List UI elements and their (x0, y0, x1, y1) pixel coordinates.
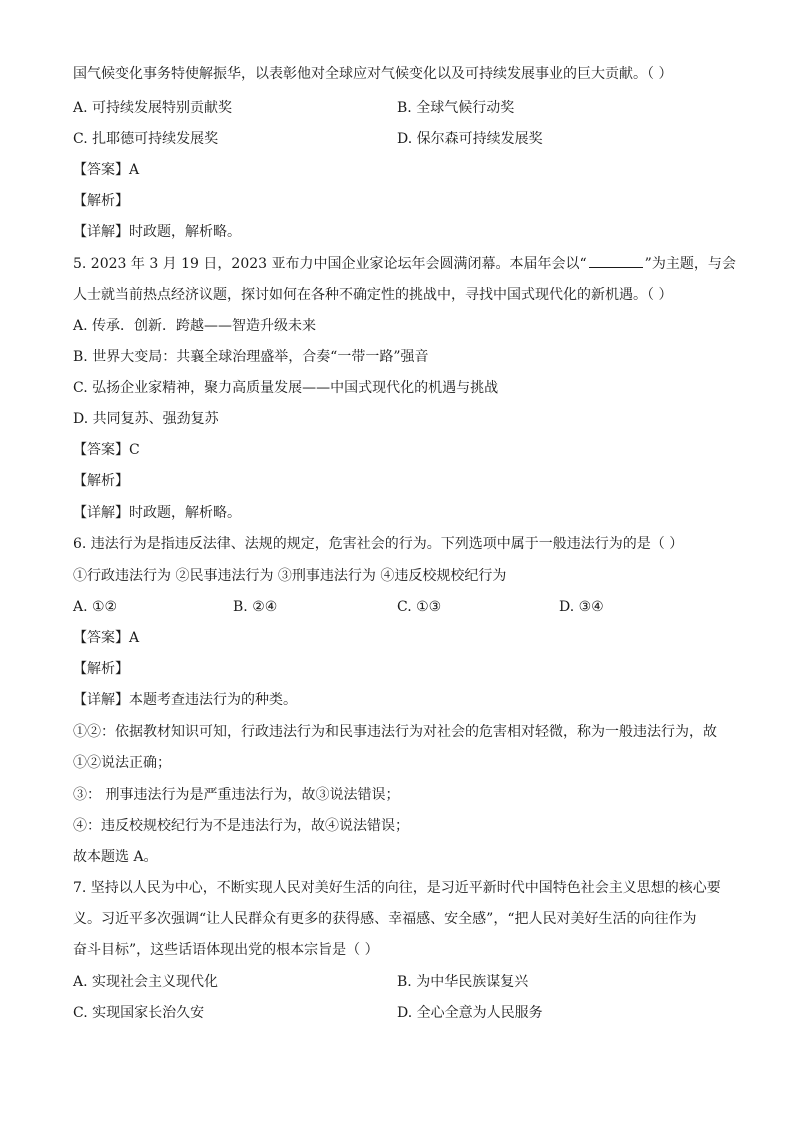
q6-option-d: D. ③④ (559, 599, 604, 615)
q6-stem: 6. 违法行为是指违反法律、法规的规定，危害社会的行为。下列选项中属于一般违法行为的是（ ） (73, 536, 684, 552)
q7-option-c: C. 实现国家长治久安 (73, 1005, 205, 1021)
q6-explanation-3: ④：违反校规校纪行为不是违法行为，故④说法错误； (73, 818, 409, 834)
q6-explanation-1b: ①②说法正确； (73, 755, 171, 771)
q6-items: ①行政违法行为 ②民事违法行为 ③刑事违法行为 ④违反校规校纪行为 (73, 568, 507, 584)
q7-stem-line2: 义。习近平多次强调“让人民群众有更多的获得感、幸福感、安全感”，“把人民对美好生活的向往作为 (73, 911, 697, 927)
q5-option-c: C. 弘扬企业家精神，聚力高质量发展——中国式现代化的机遇与挑战 (73, 380, 499, 396)
q6-option-c: C. ①③ (397, 599, 442, 615)
q7-stem-line3: 奋斗目标”，这些话语体现出党的根本宗旨是（ ） (73, 942, 379, 958)
q6-explanation-2: ③： 刑事违法行为是严重违法行为，故③说法错误； (73, 787, 400, 803)
q4-analysis: 【解析】 (73, 193, 129, 209)
q5-stem-line1 (73, 254, 736, 274)
q5-stem-part-b: ”为主题，与会 (644, 256, 736, 272)
q5-option-a: A. 传承．创新．跨越——智造升级未来 (73, 318, 317, 334)
q6-answer: 【答案】A (73, 630, 140, 646)
q5-answer: 【答案】C (73, 442, 140, 458)
q5-option-b: B. 世界大变局：共襄全球治理盛举，合奏“一带一路”强音 (73, 349, 429, 365)
q4-option-d: D. 保尔森可持续发展奖 (397, 131, 543, 147)
q4-answer: 【答案】A (73, 162, 140, 178)
q5-stem-part-a: 5. 2023 年 3 月 19 日，2023 亚布力中国企业家论坛年会圆满闭幕。本届年会以“ (73, 256, 587, 272)
q4-detail: 【详解】时政题，解析略。 (73, 224, 241, 240)
q4-option-b: B. 全球气候行动奖 (397, 100, 515, 116)
q5-stem-line2: 人士就当前热点经济议题，探讨如何在各种不确定性的挑战中，寻找中国式现代化的新机遇。（ ） (73, 287, 673, 303)
q7-option-b: B. 为中华民族谋复兴 (397, 974, 529, 990)
q4-option-c: C. 扎耶德可持续发展奖 (73, 131, 219, 147)
q6-conclusion: 故本题选 A。 (73, 849, 158, 865)
q5-answer-blank (589, 254, 643, 268)
q6-option-b: B. ②④ (233, 599, 278, 615)
q4-stem-tail: 国气候变化事务特使解振华，以表彰他对全球应对气候变化以及可持续发展事业的巨大贡献。（ ） (73, 66, 673, 82)
q5-analysis: 【解析】 (73, 473, 129, 489)
q6-option-a: A. ①② (73, 599, 118, 615)
q6-explanation-1: ①②：依据教材知识可知，行政违法行为和民事违法行为对社会的危害相对轻微，称为一般违法行为，故 (73, 724, 717, 740)
q6-detail: 【详解】本题考查违法行为的种类。 (73, 692, 297, 708)
q7-option-a: A. 实现社会主义现代化 (73, 974, 219, 990)
q6-analysis: 【解析】 (73, 661, 129, 677)
q7-stem-line1: 7. 坚持以人民为中心，不断实现人民对美好生活的向往，是习近平新时代中国特色社会主义思想的核心要 (73, 880, 721, 896)
q5-option-d: D. 共同复苏、强劲复苏 (73, 411, 219, 427)
q7-option-d: D. 全心全意为人民服务 (397, 1005, 543, 1021)
q4-option-a: A. 可持续发展特别贡献奖 (73, 100, 233, 116)
q5-detail: 【详解】时政题，解析略。 (73, 505, 241, 521)
